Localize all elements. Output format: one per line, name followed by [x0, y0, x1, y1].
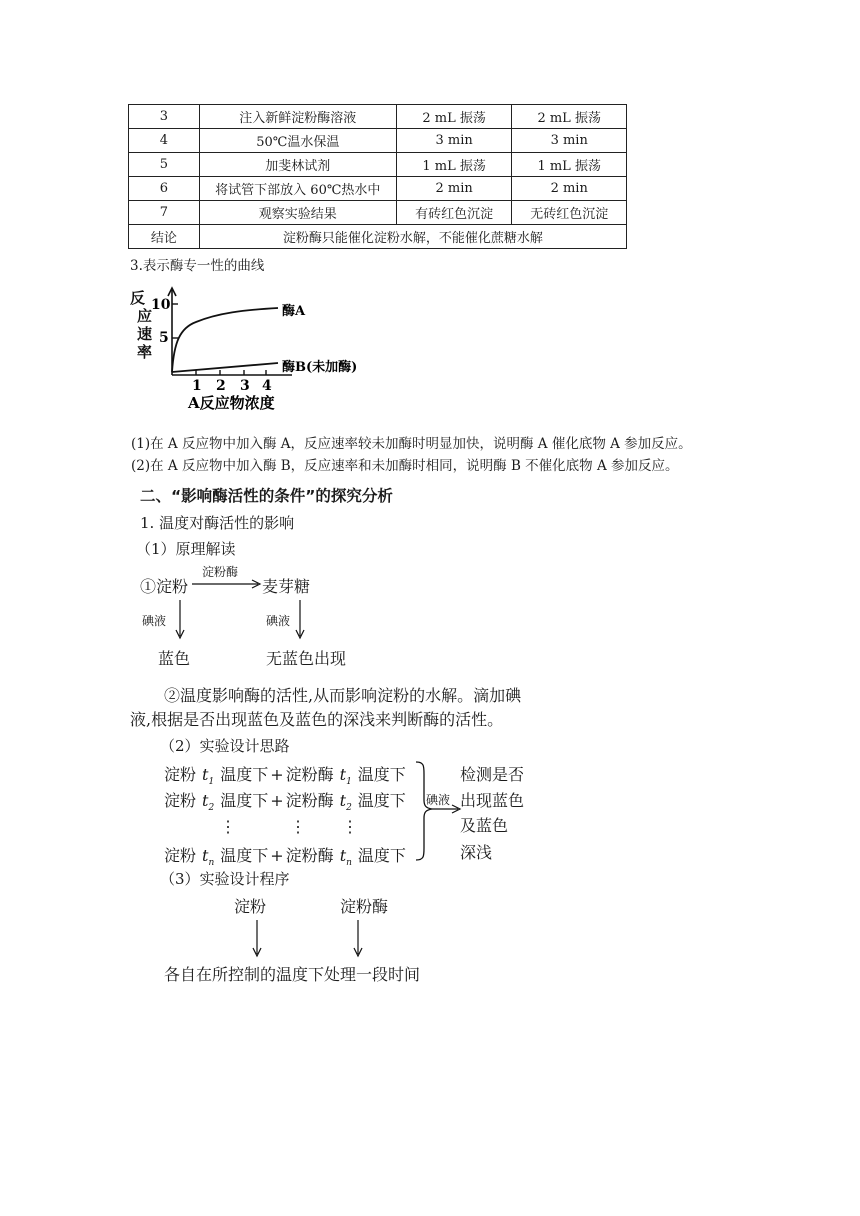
tube-1-cell: 有砖红色沉淀 — [396, 201, 512, 225]
design-row — [164, 788, 406, 813]
t-var: t — [202, 846, 209, 865]
tube-2-cell: 2 min — [512, 177, 627, 201]
reaction-arrow — [192, 578, 262, 590]
curve-b-label: 酶B(未加酶) — [282, 360, 358, 375]
operation-cell: 注入新鲜淀粉酶溶液 — [199, 105, 396, 129]
t-var: t — [339, 765, 347, 784]
design-result-4: 深浅 — [460, 843, 493, 862]
operation-cell: 加斐林试剂 — [199, 153, 396, 177]
ylabel-char: 反 — [130, 289, 146, 307]
table-row — [129, 153, 627, 177]
design-temp: 温度下 — [357, 765, 406, 784]
design-temp: 温度下 — [357, 791, 406, 810]
operation-cell: 将试管下部放入 60℃热水中 — [199, 177, 396, 201]
conclusion-label: 结论 — [129, 225, 200, 249]
dots: ⋮ — [290, 817, 306, 836]
result-1: 蓝色 — [158, 649, 191, 668]
tube-1-cell: 2 mL 振荡 — [396, 105, 512, 129]
tube-1-cell: 1 mL 振荡 — [396, 153, 512, 177]
principle-line-1: ②温度影响酶的活性,从而影响淀粉的水解。滴加碘 — [164, 686, 522, 705]
down-arrow-2 — [294, 600, 306, 640]
reaction-start: ①淀粉 — [140, 577, 189, 596]
step-cell: 4 — [129, 129, 200, 153]
conclusion-text: 淀粉酶只能催化淀粉水解，不能催化蔗糖水解 — [199, 225, 626, 249]
proc-arrow-right — [352, 920, 364, 958]
tube-1-cell: 2 min — [396, 177, 512, 201]
t-subscript: 2 — [346, 803, 352, 814]
t-subscript: 1 — [346, 777, 352, 788]
reagent-1: 碘液 — [142, 614, 167, 628]
table-row — [129, 105, 627, 129]
curve-enzyme-a — [172, 308, 278, 372]
t-var: t — [339, 791, 347, 810]
design-plus: + — [270, 791, 284, 810]
xtick-label: 3 — [240, 378, 250, 394]
procedure-right: 淀粉酶 — [340, 897, 389, 916]
t-subscript: n — [208, 858, 215, 869]
xtick-label: 4 — [262, 378, 272, 394]
operation-cell: 50℃温水保温 — [199, 129, 396, 153]
table-row — [129, 201, 627, 225]
principle-line-2: 液,根据是否出现蓝色及蓝色的深浅来判断酶的活性。 — [130, 710, 504, 729]
design-starch: 淀粉 — [164, 846, 197, 865]
tube-2-cell: 2 mL 振荡 — [512, 105, 627, 129]
design-plus: + — [270, 765, 284, 784]
design-result-2: 出现蓝色 — [460, 791, 525, 810]
right-brace — [414, 760, 464, 864]
design-row — [164, 762, 406, 787]
conclusion-row — [129, 225, 627, 249]
step-cell: 6 — [129, 177, 200, 201]
t-var: t — [339, 846, 347, 865]
procedure-bottom: 各自在所控制的温度下处理一段时间 — [164, 965, 421, 984]
ytick-10: 10 — [151, 297, 171, 313]
design-result-1: 检测是否 — [460, 765, 525, 784]
proc-arrow-left — [251, 920, 263, 958]
t-subscript: n — [346, 858, 352, 869]
design-temp: 温度下 — [220, 791, 269, 810]
subsection-1-2: （2）实验设计思路 — [160, 737, 290, 755]
tube-2-cell: 1 mL 振荡 — [512, 153, 627, 177]
design-temp: 温度下 — [357, 846, 406, 865]
reagent-2: 碘液 — [266, 614, 291, 628]
reaction-product: 麦芽糖 — [262, 577, 311, 596]
design-starch: 淀粉 — [164, 791, 197, 810]
design-temp: 温度下 — [220, 765, 269, 784]
t-var: t — [202, 765, 209, 784]
xtick-label: 1 — [192, 378, 202, 394]
tube-2-cell: 无砖红色沉淀 — [512, 201, 627, 225]
subsection-1-3: （3）实验设计程序 — [160, 870, 290, 888]
design-plus: + — [270, 846, 284, 865]
subsection-1-1: （1）原理解读 — [136, 540, 236, 558]
result-2: 无蓝色出现 — [266, 649, 347, 668]
step-cell: 5 — [129, 153, 200, 177]
curve-a-label: 酶A — [282, 304, 306, 319]
tube-2-cell: 3 min — [512, 129, 627, 153]
step-cell: 3 — [129, 105, 200, 129]
design-enzyme: 淀粉酶 — [285, 791, 334, 810]
tube-1-cell: 3 min — [396, 129, 512, 153]
design-enzyme: 淀粉酶 — [285, 846, 334, 865]
t-subscript: 1 — [208, 777, 215, 788]
step-cell: 7 — [129, 201, 200, 225]
note-2: (2)在 A 反应物中加入酶 B，反应速率和未加酶时相同，说明酶 B 不催化底物 A 参加反应。 — [131, 458, 679, 474]
design-row — [164, 843, 406, 868]
section-3-title: 3.表示酶专一性的曲线 — [130, 258, 265, 274]
table-row — [129, 129, 627, 153]
design-enzyme: 淀粉酶 — [285, 765, 334, 784]
specificity-graph — [128, 282, 388, 412]
graph-ylabel — [130, 289, 152, 361]
t-var: t — [202, 791, 209, 810]
t-subscript: 2 — [208, 803, 215, 814]
design-reagent: 碘液 — [426, 793, 451, 807]
section-2-title: 二、“影响酶活性的条件”的探究分析 — [140, 487, 393, 505]
ytick-5: 5 — [159, 330, 169, 346]
dots: ⋮ — [342, 817, 358, 836]
design-temp: 温度下 — [220, 846, 269, 865]
ylabel-char: 应 — [137, 307, 153, 325]
reaction-enzyme: 淀粉酶 — [202, 565, 239, 579]
design-result-3: 及蓝色 — [460, 816, 509, 835]
experiment-table — [128, 104, 627, 249]
procedure-left: 淀粉 — [234, 897, 267, 916]
note-1: (1)在 A 反应物中加入酶 A，反应速率较未加酶时明显加快，说明酶 A 催化底物 A 参加反应。 — [131, 436, 692, 452]
table-row — [129, 177, 627, 201]
ylabel-char: 率 — [137, 343, 153, 361]
subsection-1-title: 1. 温度对酶活性的影响 — [140, 514, 295, 532]
down-arrow-1 — [174, 600, 186, 640]
xlabel: A反应物浓度 — [188, 394, 275, 412]
curve-enzyme-b — [172, 363, 278, 372]
operation-cell: 观察实验结果 — [199, 201, 396, 225]
design-starch: 淀粉 — [164, 765, 197, 784]
dots: ⋮ — [220, 817, 236, 836]
xtick-label: 2 — [216, 378, 226, 394]
ylabel-char: 速 — [137, 325, 153, 343]
